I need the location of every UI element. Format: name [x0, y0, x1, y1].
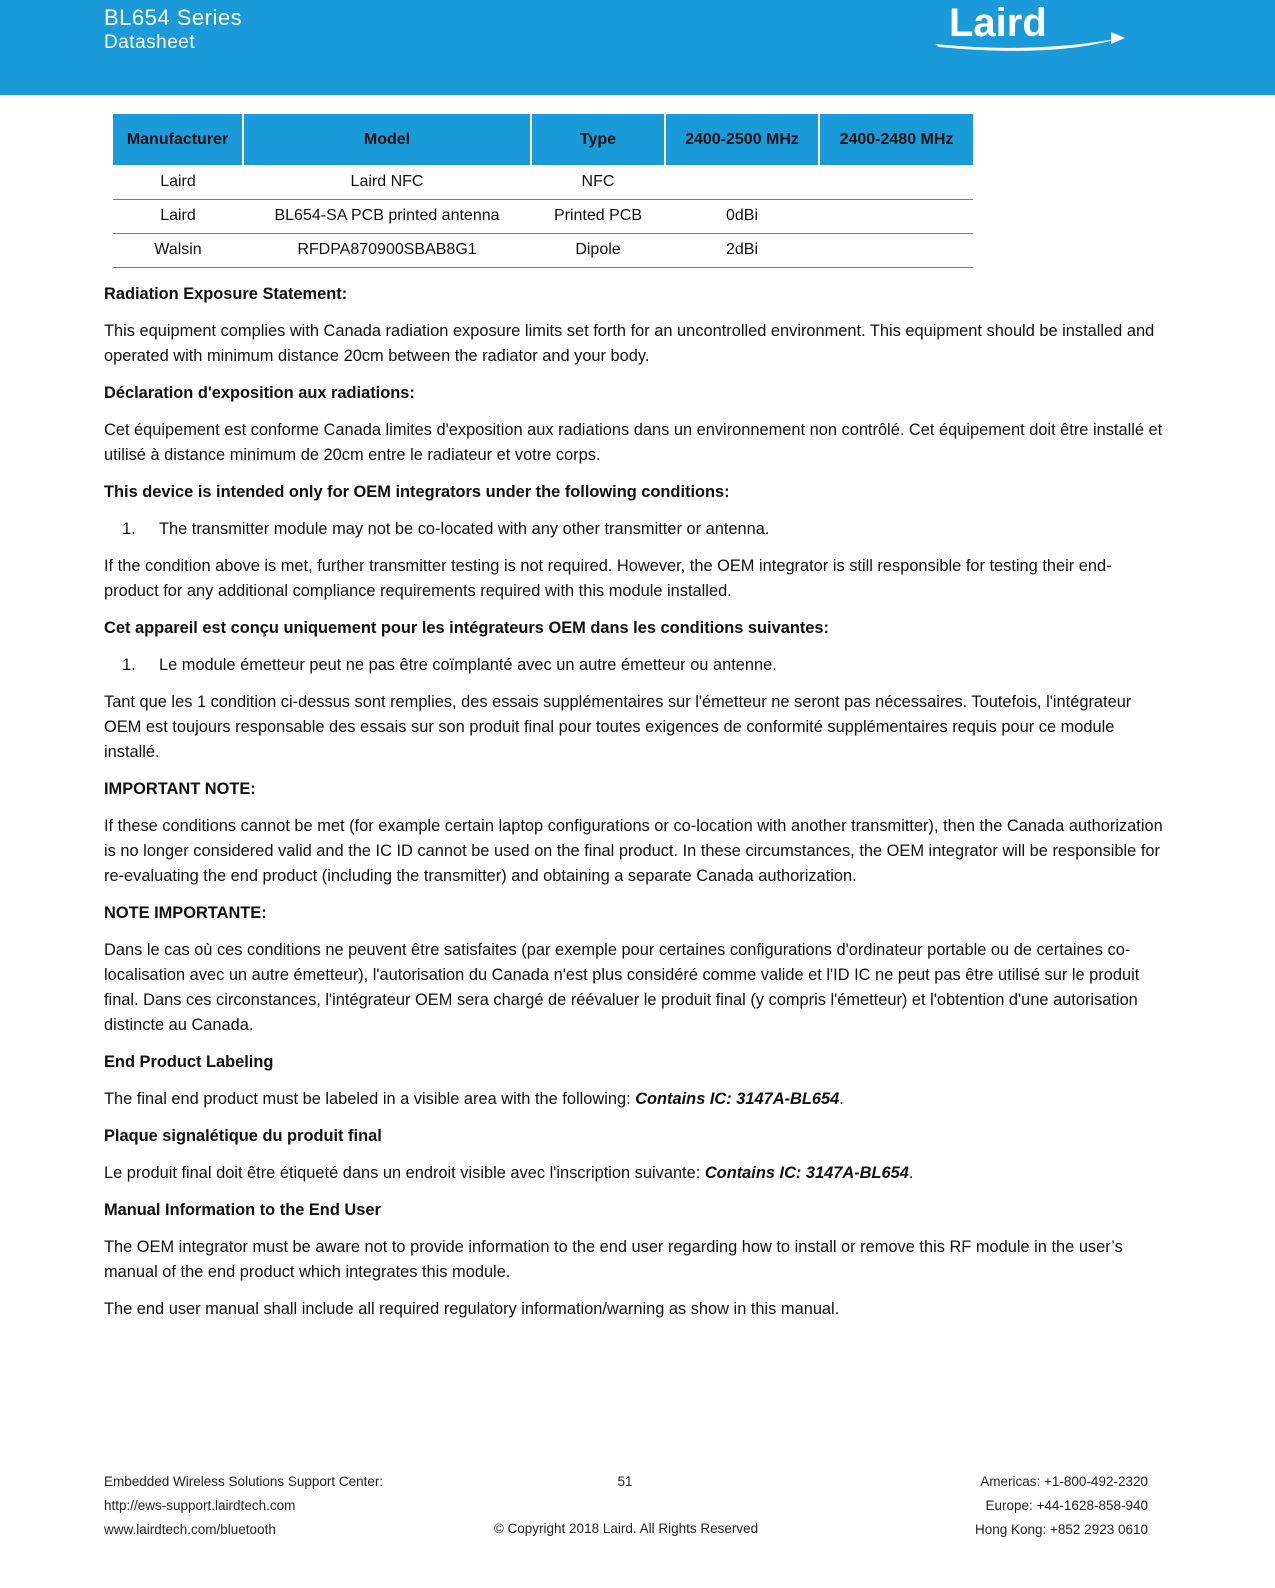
important-heading: IMPORTANT NOTE: [104, 780, 256, 798]
document-type: Datasheet [104, 32, 196, 53]
col-manufacturer: Manufacturer [113, 114, 243, 165]
page-header [0, 0, 1275, 95]
series-title: BL654 Series [104, 5, 243, 30]
cell-gain-2500: 0dBi [665, 199, 819, 233]
col-2400-2480: 2400-2480 MHz [819, 114, 973, 165]
cell-manufacturer: Laird [113, 165, 243, 199]
fr-oem-heading: Cet appareil est conçu uniquement pour les intégrateurs OEM dans les conditions suivantes: [104, 619, 829, 637]
cell-model: BL654-SA PCB printed antenna [243, 199, 531, 233]
list-item [104, 517, 1164, 542]
table-row [113, 233, 973, 267]
labeling-heading: End Product Labeling [104, 1053, 274, 1071]
plaque-text [104, 1161, 1164, 1186]
table-header-row [113, 114, 973, 165]
plaque-heading: Plaque signalétique du produit final [104, 1127, 382, 1145]
footer-right [975, 1470, 1148, 1542]
list-item [104, 653, 1164, 678]
cell-manufacturer: Laird [113, 199, 243, 233]
table-row [113, 165, 973, 199]
page-footer [104, 1470, 1148, 1542]
phone-europe: Europe: +44-1628-858-940 [985, 1498, 1148, 1513]
plaque-sentence: Le produit final doit être étiqueté dans un endroit visible avec l'inscription suivante: [104, 1164, 705, 1182]
cell-gain-2480 [819, 233, 973, 267]
laird-logo [935, 0, 1135, 60]
document-body [104, 282, 1164, 1334]
col-type: Type [531, 114, 665, 165]
manual-heading: Manual Information to the End User [104, 1201, 381, 1219]
support-center: Embedded Wireless Solutions Support Center: [104, 1474, 384, 1489]
copyright: © Copyright 2018 Laird. All Rights Reserved [493, 1521, 759, 1536]
cell-manufacturer: Walsin [113, 233, 243, 267]
note-heading: NOTE IMPORTANTE: [104, 904, 267, 922]
logo-arrow-icon [1111, 32, 1125, 44]
labeling-ic: Contains IC: 3147A-BL654 [635, 1090, 840, 1108]
cell-model: RFDPA870900SBAB8G1 [243, 233, 531, 267]
labeling-text [104, 1087, 1164, 1112]
support-url-link[interactable]: http://ews-support.lairdtech.com [104, 1498, 296, 1513]
manual-text-1: The OEM integrator must be aware not to provide information to the end user regarding how to install or remove this RF module in the user’s manual of the end product which integrates this module. [104, 1238, 1123, 1281]
list-text: The transmitter module may not be co-located with any other transmitter or antenna. [159, 520, 770, 538]
oem-heading: This device is intended only for OEM integrators under the following conditions: [104, 483, 730, 501]
labeling-sentence: The final end product must be labeled in a visible area with the following: [104, 1090, 636, 1108]
list-number: 1. [122, 656, 136, 674]
labeling-period: . [839, 1090, 844, 1108]
list-text: Le module émetteur peut ne pas être coïmplanté avec un autre émetteur ou antenne. [159, 656, 777, 674]
plaque-ic: Contains IC: 3147A-BL654 [704, 1164, 909, 1182]
radiation-heading: Radiation Exposure Statement: [104, 285, 348, 303]
website-link[interactable]: www.lairdtech.com/bluetooth [104, 1522, 276, 1537]
table-row [113, 199, 973, 233]
manual-text-2: The end user manual shall include all required regulatory information/warning as show in this manual. [104, 1300, 840, 1318]
important-text: If these conditions cannot be met (for example certain laptop configurations or co-location with another transmitter), then the Canada authorization is no longer considered valid and the IC ID cannot be used on the final product. In these circumstances, the OEM integrator will be responsible for re-evaluating the end product (including the transmitter) and obtaining a separate Canada authorization. [104, 817, 1163, 885]
cell-model: Laird NFC [243, 165, 531, 199]
cell-type: NFC [531, 165, 665, 199]
list-number: 1. [122, 520, 136, 538]
cell-type: Dipole [531, 233, 665, 267]
antenna-table [113, 114, 973, 268]
radiation-text: This equipment complies with Canada radiation exposure limits set forth for an uncontrolled environment. This equipment should be installed and operated with minimum distance 20cm between the radiator and your body. [104, 322, 1155, 365]
col-2400-2500: 2400-2500 MHz [665, 114, 819, 165]
declaration-heading: Déclaration d'exposition aux radiations: [104, 384, 415, 402]
page-number: 51 [617, 1474, 633, 1489]
phone-americas: Americas: +1-800-492-2320 [980, 1474, 1148, 1489]
plaque-period: . [908, 1164, 914, 1182]
col-model: Model [243, 114, 531, 165]
note-text: Dans le cas où ces conditions ne peuvent être satisfaites (par exemple pour certaines configurations d'ordinateur portable ou de certaines co-localisation avec un autre émetteur), l'autorisation du Canada n'est plus considéré comme valide et l'ID IC ne peut pas être utilisé sur le produit final. Dans ces circonstances, l'intégrateur OEM sera chargé de réévaluer le produit final (y compris l'émetteur) et l'obtention d'une autorisation distincte au Canada. [104, 941, 1140, 1034]
cell-gain-2480 [819, 199, 973, 233]
fr-oem-text: Tant que les 1 condition ci-dessus sont remplies, des essais supplémentaires sur l'émetteur ne seront pas nécessaires. Toutefois, l'intégrateur OEM est toujours responsable des essais sur son produit final pour toutes exigences de conformité supplémentaires requis pour ce module installé. [104, 693, 1132, 761]
cell-gain-2500: 2dBi [665, 233, 819, 267]
declaration-text: Cet équipement est conforme Canada limites d'exposition aux radiations dans un environnement non contrôlé. Cet équipement doit être installé et utilisé à distance minimum de 20cm entre le radiateur et votre corps. [104, 421, 1163, 464]
cell-type: Printed PCB [531, 199, 665, 233]
cell-gain-2480 [819, 165, 973, 199]
phone-hongkong: Hong Kong: +852 2923 0610 [974, 1522, 1148, 1537]
oem-text: If the condition above is met, further transmitter testing is not required. However, the OEM integrator is still responsible for testing their end-product for any additional compliance requirements required with this module installed. [104, 557, 1112, 600]
cell-gain-2500 [665, 165, 819, 199]
logo-text: Laird [949, 1, 1047, 45]
